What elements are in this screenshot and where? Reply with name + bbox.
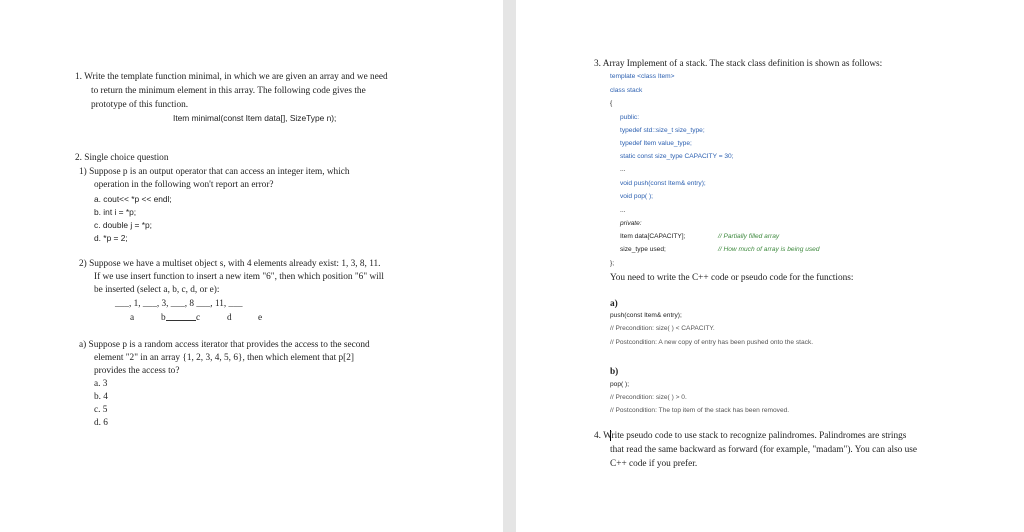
qa-option-a: a. 3 xyxy=(94,379,108,389)
code-used: size_type used; xyxy=(620,246,666,253)
q3-header: 3. Array Implement of a stack. The stack class definition is shown as follows: xyxy=(594,59,883,69)
part-b-label: b) xyxy=(610,367,619,377)
comment-used: // How much of array is being used xyxy=(718,246,820,253)
q2-p2-line2: If we use insert function to insert a new item "6", then which position "6" will xyxy=(94,272,384,282)
part-a-precondition: // Precondition: size( ) < CAPACITY. xyxy=(610,325,715,332)
q4-line2: that read the same backward as forward (for example, "madam"). You can also use xyxy=(610,445,918,455)
part-b-signature: pop( ); xyxy=(610,381,630,388)
part-b-postcondition: // Postcondition: The top item of the stack has been removed. xyxy=(610,407,790,414)
position-label-d: d xyxy=(227,313,232,323)
q4-line1: 4. Write pseudo code to use stack to recognize palindromes. Palindromes are strings xyxy=(594,431,907,441)
q3-instruction: You need to write the C++ code or pseudo code for the functions: xyxy=(610,273,854,283)
q1-prototype: Item minimal(const Item data[], SizeType n); xyxy=(173,113,337,123)
q2-p1-line1: 1) Suppose p is an output operator that can access an integer item, which xyxy=(79,167,350,177)
qa-line1: a) Suppose p is a random access iterator that provides the access to the second xyxy=(79,340,370,350)
code-push-decl: void push(const Item& entry); xyxy=(620,180,706,187)
part-b-precondition: // Precondition: size( ) > 0. xyxy=(610,394,687,401)
document-page-right xyxy=(516,0,1024,532)
q4-line3: C++ code if you prefer. xyxy=(610,459,698,469)
code-brace: { xyxy=(610,100,613,107)
position-label-c: c xyxy=(196,313,201,323)
code-public: public: xyxy=(620,114,640,121)
position-label-e: e xyxy=(258,313,263,323)
code-pop-decl: void pop( ); xyxy=(620,193,653,200)
qa-line3: provides the access to? xyxy=(94,366,180,376)
position-label-a: a xyxy=(130,313,135,323)
q1-line3: prototype of this function. xyxy=(91,100,189,110)
part-a-postcondition: // Postcondition: A new copy of entry has been pushed onto the stack. xyxy=(610,339,814,346)
qa-option-b: b. 4 xyxy=(94,392,108,402)
code-typedef-size: typedef std::size_t size_type; xyxy=(620,127,705,134)
qa-line2: element "2" in an array {1, 2, 3, 4, 5, 6}, then which element that p[2] xyxy=(94,353,354,363)
q2-p1-line2: operation in the following won't report an error? xyxy=(94,180,274,190)
code-ellipsis-2: ... xyxy=(620,207,626,214)
q2-p2-sequence: ___, 1, ___, 3, ___, 8 ___, 11, ___ xyxy=(115,299,243,309)
position-underline xyxy=(166,320,196,321)
position-label-b: b xyxy=(161,313,166,323)
qa-option-c: c. 5 xyxy=(94,405,108,415)
part-a-signature: push(const Item& entry); xyxy=(610,312,682,319)
document-page-left xyxy=(0,0,503,532)
comment-data: // Partially filled array xyxy=(718,233,780,240)
code-template: template <class Item> xyxy=(610,73,675,80)
code-static-capacity: static const size_type CAPACITY = 30; xyxy=(620,153,734,160)
q2-p2-line3: be inserted (select a, b, c, d, or e): xyxy=(94,285,220,295)
code-data-array: Item data[CAPACITY]; xyxy=(620,233,686,240)
q2-option-b: b. int i = *p; xyxy=(94,207,137,217)
q1-line2: to return the minimum element in this array. The following code gives the xyxy=(91,86,366,96)
q2-option-a: a. cout<< *p << endl; xyxy=(94,194,172,204)
code-ellipsis-1: ... xyxy=(620,166,626,173)
q2-header: 2. Single choice question xyxy=(75,153,169,163)
code-typedef-value: typedef Item value_type; xyxy=(620,140,692,147)
q1-line1: 1. Write the template function minimal, in which we are given an array and we need xyxy=(75,72,388,82)
q2-option-c: c. double j = *p; xyxy=(94,220,152,230)
part-a-label: a) xyxy=(610,299,618,309)
code-private: private: xyxy=(620,220,642,227)
qa-option-d: d. 6 xyxy=(94,418,108,428)
q2-p2-line1: 2) Suppose we have a multiset object s, with 4 elements already exist: 1, 3, 8, 11. xyxy=(79,259,381,269)
code-class: class stack xyxy=(610,87,643,94)
code-end: }; xyxy=(610,260,615,267)
q2-option-d: d. *p = 2; xyxy=(94,233,128,243)
